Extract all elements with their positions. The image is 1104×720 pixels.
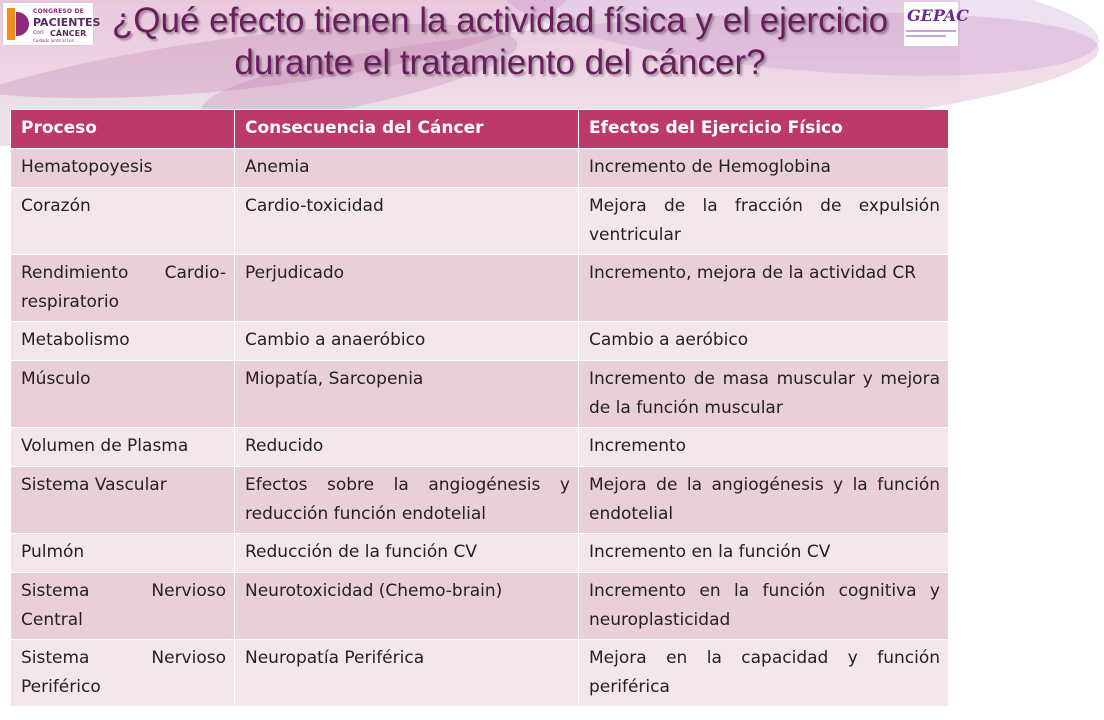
congress-logo-line5: Cuidado junto al Los [33,38,74,43]
table-row [11,255,949,322]
table-cell: Sistema Vascular [11,467,235,534]
table-cell: Incremento [579,428,949,467]
table-cell: Incremento en la función cognitiva y neuroplasticidad [579,573,949,640]
table-cell: Cambio a anaeróbico [235,322,579,361]
page-title: ¿Qué efecto tienen la actividad física y el ejercicio durante el tratamiento del cáncer? [111,1,889,82]
table-header-row [11,110,949,149]
table-row [11,361,949,428]
table-cell: Músculo [11,361,235,428]
table-row [11,322,949,361]
table-cell: Mejora en la capacidad y función periférica [579,640,949,707]
column-header-consecuencia: Consecuencia del Cáncer [235,110,579,149]
gepac-logo [904,2,969,46]
table-row [11,467,949,534]
table-cell: Neuropatía Periférica [235,640,579,707]
table-row [11,149,949,188]
table-cell: Incremento de masa muscular y mejora de la función muscular [579,361,949,428]
table-cell: Metabolismo [11,322,235,361]
table-cell: Corazón [11,188,235,255]
table-cell: Incremento, mejora de la actividad CR [579,255,949,322]
congress-logo-line1: CONGRESO DE [33,8,84,15]
table-cell: Rendimiento Cardio-respiratorio [11,255,235,322]
effects-table [10,109,949,707]
congress-logo-line3: con [33,29,44,36]
table-cell: Neurotoxicidad (Chemo-brain) [235,573,579,640]
column-header-efectos: Efectos del Ejercicio Físico [579,110,949,149]
table-cell: Mejora de la angiogénesis y la función endotelial [579,467,949,534]
table-row [11,640,949,707]
table-cell: Cardio-toxicidad [235,188,579,255]
congress-logo [2,2,101,46]
congress-logo-line2: PACIENTES [33,16,101,29]
table-cell: Cambio a aeróbico [579,322,949,361]
table-cell: Miopatía, Sarcopenia [235,361,579,428]
table-row [11,428,949,467]
gepac-logo-text: GEPAC [907,6,969,25]
table-cell: Hematopoyesis [11,149,235,188]
table-cell: Pulmón [11,534,235,573]
table-cell: Sistema Nervioso Periférico [11,640,235,707]
table-cell: Efectos sobre la angiogénesis y reducción función endotelial [235,467,579,534]
congress-logo-mark [7,8,29,40]
congress-logo-line4: CÁNCER [50,29,87,38]
table-cell: Perjudicado [235,255,579,322]
column-header-proceso: Proceso [11,110,235,149]
table-cell: Incremento en la función CV [579,534,949,573]
table-cell: Sistema Nervioso Central [11,573,235,640]
table-cell: Mejora de la fracción de expulsión ventricular [579,188,949,255]
table-cell: Volumen de Plasma [11,428,235,467]
table-cell: Incremento de Hemoglobina [579,149,949,188]
table-cell: Anemia [235,149,579,188]
table-row [11,573,949,640]
table-cell: Reducción de la función CV [235,534,579,573]
table-cell: Reducido [235,428,579,467]
table-row [11,534,949,573]
table-row [11,188,949,255]
